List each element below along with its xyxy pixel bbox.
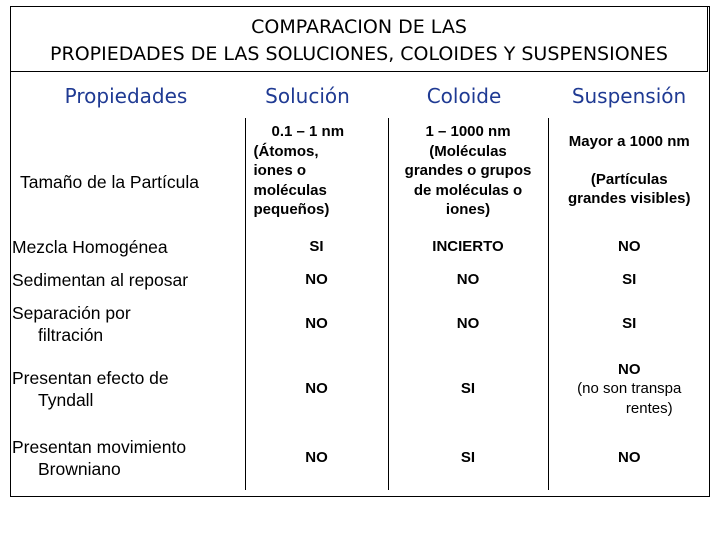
properties-table xyxy=(10,118,710,490)
suspension-value: SI xyxy=(622,270,637,288)
row-label-line-2: Browniano xyxy=(38,459,121,479)
row-label: Tamaño de la Partícula xyxy=(20,171,199,192)
row-label-line-1: Presentan movimiento xyxy=(12,436,187,457)
suspension-value xyxy=(549,360,711,419)
row-label-line-2: filtración xyxy=(38,325,104,345)
suspension-line-1: NO xyxy=(618,360,641,378)
solucion-value: NO xyxy=(305,448,328,466)
size-suspension-line-3: grandes visibles) xyxy=(567,190,691,207)
size-solucion-line-4: moléculas xyxy=(253,181,327,199)
size-coloide-line-3: grandes o grupos xyxy=(404,162,532,179)
size-suspension-line-1: Mayor a 1000 nm xyxy=(568,133,690,150)
row-label xyxy=(10,302,245,347)
title-line-2: PROPIEDADES DE LAS SOLUCIONES, COLOIDES Y SUSPENSIONES xyxy=(50,43,668,65)
solucion-cell xyxy=(245,118,388,230)
table-row xyxy=(10,118,710,230)
header-solucion: Solución xyxy=(265,84,350,108)
row-label-line-1: Separación por xyxy=(12,302,131,323)
row-label xyxy=(10,436,245,481)
table-row xyxy=(10,426,710,490)
row-label xyxy=(10,367,245,412)
size-solucion-line-3: iones o xyxy=(253,162,307,179)
coloide-value: NO xyxy=(456,270,480,288)
size-coloide-line-2: (Moléculas xyxy=(429,142,507,160)
solucion-value: NO xyxy=(305,270,328,288)
suspension-cell xyxy=(548,118,710,230)
row-label: Sedimentan al reposar xyxy=(12,269,189,290)
coloide-cell xyxy=(388,118,548,230)
solucion-value: SI xyxy=(309,237,324,255)
size-solucion-line-2: (Átomos, xyxy=(253,142,319,160)
solucion-value: NO xyxy=(305,314,328,332)
coloide-value: INCIERTO xyxy=(432,237,504,255)
title-box xyxy=(10,6,708,72)
coloide-value: SI xyxy=(460,448,476,466)
row-label: Mezcla Homogénea xyxy=(12,236,168,257)
coloide-value: SI xyxy=(460,379,476,397)
row-label-cell xyxy=(10,118,245,230)
suspension-value: SI xyxy=(622,314,637,332)
size-solucion-line-5: pequeños) xyxy=(253,201,330,218)
table-row xyxy=(10,352,710,426)
size-coloide-line-5: iones) xyxy=(445,201,491,218)
coloide-value: NO xyxy=(456,314,480,332)
header-propiedades: Propiedades xyxy=(64,84,188,108)
suspension-line-3: rentes) xyxy=(625,399,673,417)
solucion-value: NO xyxy=(305,379,328,397)
row-label-line-1: Presentan efecto de xyxy=(12,367,169,388)
suspension-line-2: (no son transpa xyxy=(577,380,682,398)
size-suspension-line-2: (Partículas xyxy=(590,170,668,188)
suspension-value: NO xyxy=(618,237,641,255)
title-line-1: COMPARACION DE LAS xyxy=(251,16,467,38)
table-row xyxy=(10,264,710,296)
size-coloide-line-1: 1 – 1000 nm xyxy=(425,123,511,140)
header-coloide: Coloide xyxy=(426,84,502,108)
size-solucion-line-1: 0.1 – 1 nm xyxy=(271,123,345,140)
table-row xyxy=(10,296,710,352)
header-suspension: Suspensión xyxy=(571,84,687,108)
size-coloide-line-4: de moléculas o xyxy=(413,181,523,199)
table-row xyxy=(10,230,710,264)
suspension-value: NO xyxy=(618,448,641,466)
row-label-line-2: Tyndall xyxy=(38,390,94,410)
